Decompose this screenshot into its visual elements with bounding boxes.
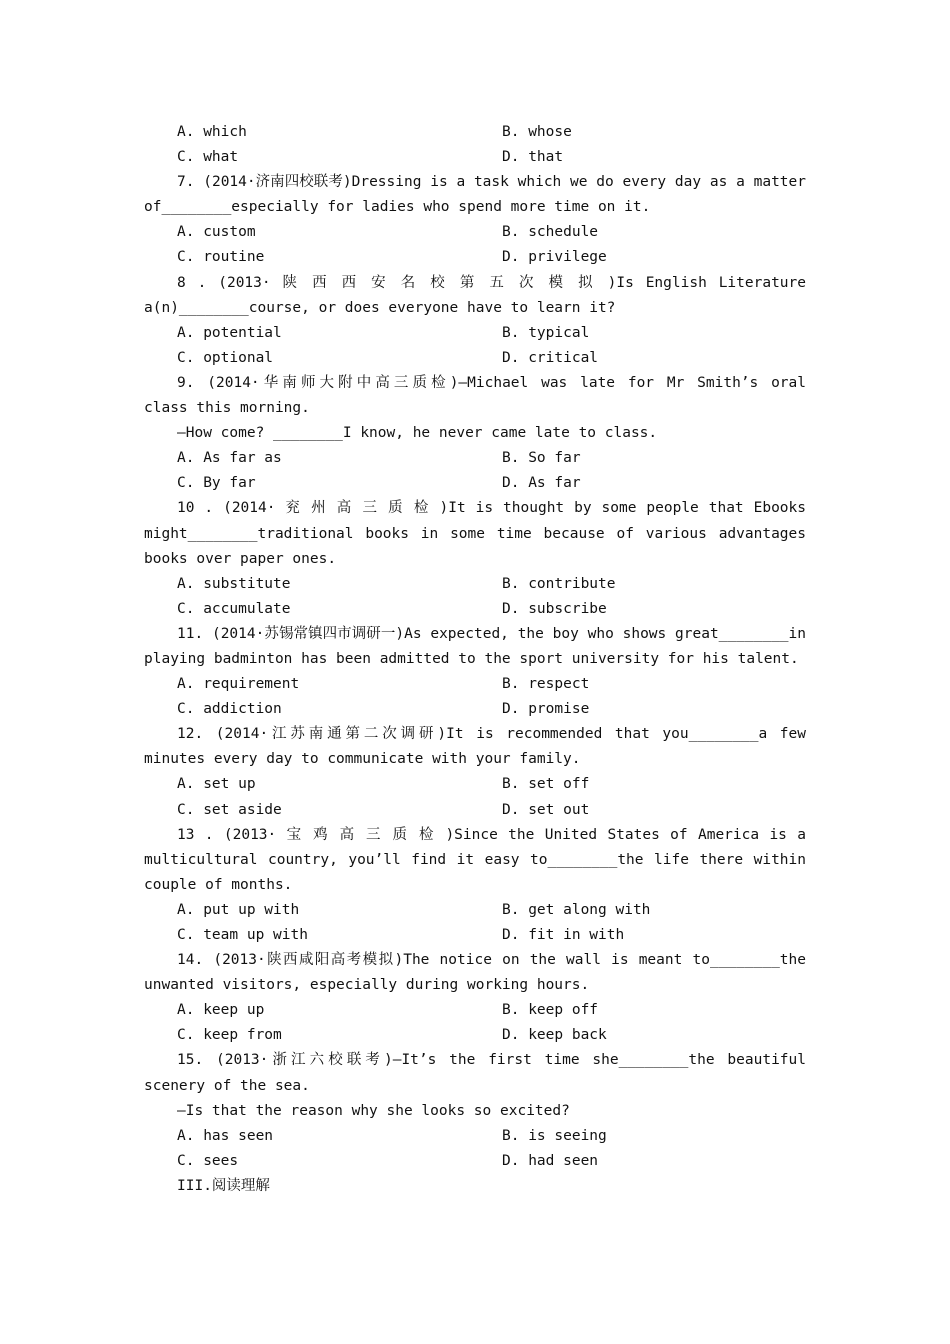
option-d: D. critical xyxy=(502,349,599,366)
option-row xyxy=(144,471,806,496)
option-c: C. addiction xyxy=(177,701,282,718)
option-b: B. typical xyxy=(502,324,590,341)
question-list xyxy=(144,120,806,1199)
option-d: D. subscribe xyxy=(502,600,607,617)
question-7-stem-line-1: 7. (2014·济南四校联考)Dressing is a task which we do every day as a matter xyxy=(177,174,806,191)
question-13-stem-line-3: couple of months. xyxy=(144,876,293,893)
option-b: B. So far xyxy=(502,450,581,467)
option-b: B. is seeing xyxy=(502,1127,607,1144)
question-11-stem-line-2: playing badminton has been admitted to the sport university for his talent. xyxy=(144,650,799,667)
option-d: D. promise xyxy=(502,701,590,718)
option-row xyxy=(144,697,806,722)
option-a: A. which xyxy=(177,124,247,140)
option-b: B. schedule xyxy=(502,224,599,241)
option-row xyxy=(144,145,806,170)
option-b: B. contribute xyxy=(502,575,616,592)
question-9-stem-line-2: class this morning. xyxy=(144,400,310,417)
question-9-stem-line-1: 9. (2014·华南师大附中高三质检)—Michael was late for Mr Smith’s oral xyxy=(177,374,806,391)
option-a: A. has seen xyxy=(177,1127,274,1144)
option-d: D. had seen xyxy=(502,1152,599,1169)
section-heading-reading: III.阅读理解 xyxy=(177,1177,270,1194)
option-c: C. sees xyxy=(177,1152,239,1169)
option-a: A. set up xyxy=(177,776,256,793)
option-b: B. respect xyxy=(502,676,590,693)
option-d: D. keep back xyxy=(502,1027,607,1044)
option-b: B. whose xyxy=(502,124,572,140)
option-a: A. As far as xyxy=(177,450,282,467)
option-row xyxy=(144,1023,806,1048)
option-a: A. substitute xyxy=(177,575,291,592)
option-c: C. keep from xyxy=(177,1027,282,1044)
option-d: D. that xyxy=(502,149,564,166)
question-14-stem-line-2: unwanted visitors, especially during working hours. xyxy=(144,977,590,994)
question-10-stem-line-1: 10 . (2014· 兖 州 高 三 质 检 )It is thought by some people that Ebooks xyxy=(177,500,806,517)
option-c: C. By far xyxy=(177,475,256,492)
option-row xyxy=(144,572,806,597)
option-c: C. what xyxy=(177,149,239,166)
option-a: A. put up with xyxy=(177,901,300,918)
question-8-stem-line-1: 8 . (2013· 陕 西 西 安 名 校 第 五 次 模 拟 )Is English Literature xyxy=(177,274,806,291)
option-b: B. keep off xyxy=(502,1002,599,1019)
question-13-stem-line-2: multicultural country, you’ll find it easy to________the life there within xyxy=(144,851,806,868)
question-15-stem-line-1: 15. (2013·浙江六校联考)—It’s the first time she________the beautiful xyxy=(177,1052,806,1069)
question-12-stem-line-1: 12. (2014·江苏南通第二次调研)It is recommended that you________a few xyxy=(177,726,806,743)
option-c: C. optional xyxy=(177,349,274,366)
option-d: D. privilege xyxy=(502,249,607,266)
option-b: B. get along with xyxy=(502,901,651,918)
option-row xyxy=(144,772,806,797)
question-15-stem-line-2: scenery of the sea. xyxy=(144,1077,310,1094)
option-row xyxy=(144,898,806,923)
option-row xyxy=(144,1124,806,1149)
option-row xyxy=(144,120,806,145)
question-12-stem-line-2: minutes every day to communicate with your family. xyxy=(144,751,581,768)
question-15-reply: —Is that the reason why she looks so excited? xyxy=(177,1102,570,1119)
option-a: A. custom xyxy=(177,224,256,241)
question-10-stem-line-3: books over paper ones. xyxy=(144,550,337,567)
question-10-stem-line-2: might________traditional books in some time because of various advantages xyxy=(144,525,806,542)
question-7-stem-line-2: of________especially for ladies who spend more time on it. xyxy=(144,199,651,216)
option-d: D. fit in with xyxy=(502,927,625,943)
question-13-stem-line-1: 13 . (2013· 宝 鸡 高 三 质 检 )Since the United States of America is a xyxy=(177,826,806,843)
option-row xyxy=(144,672,806,697)
option-c: C. routine xyxy=(177,249,265,266)
option-b: B. set off xyxy=(502,776,590,793)
option-a: A. requirement xyxy=(177,676,300,693)
option-d: D. set out xyxy=(502,801,590,818)
option-row xyxy=(144,923,806,948)
option-a: A. potential xyxy=(177,324,282,341)
option-c: C. set aside xyxy=(177,801,282,818)
option-c: C. accumulate xyxy=(177,600,291,617)
option-a: A. keep up xyxy=(177,1002,265,1019)
option-row xyxy=(144,1149,806,1174)
option-row xyxy=(144,798,806,823)
question-8-stem-line-2: a(n)________course, or does everyone have to learn it? xyxy=(144,299,616,316)
option-row xyxy=(144,597,806,622)
option-d: D. As far xyxy=(502,475,581,492)
option-row xyxy=(144,446,806,471)
option-c: C. team up with xyxy=(177,927,308,943)
question-9-reply: —How come? ________I know, he never came late to class. xyxy=(177,425,658,442)
option-row xyxy=(144,346,806,371)
question-14-stem-line-1: 14. (2013·陕西咸阳高考模拟)The notice on the wall is meant to________the xyxy=(177,952,806,969)
option-row xyxy=(144,245,806,270)
question-11-stem-line-1: 11. (2014·苏锡常镇四市调研一)As expected, the boy who shows great________in xyxy=(177,625,806,642)
option-row xyxy=(144,998,806,1023)
option-row xyxy=(144,220,806,245)
option-row xyxy=(144,321,806,346)
